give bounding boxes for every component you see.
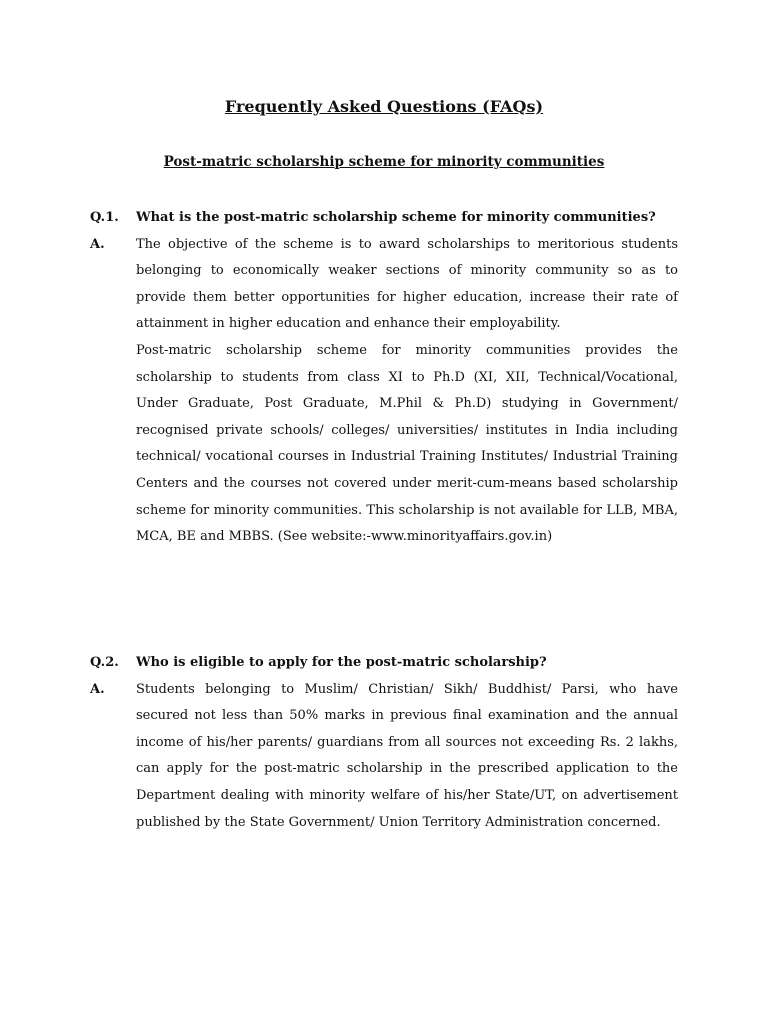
answer-paragraph: Post-matric scholarship scheme for minority communities provides the scholarship to students from class XI to Ph.D (XI, XII, Technical/Vocational, Under Graduate, Post Graduate, M.Phil & Ph.D) studying in Government/ recognised private schools/ colleges/ universities/ institutes in India including technical/ vocational courses in Industrial Training Institutes/ Industrial Training Centers and the courses not covered under merit-cum-means based scholarship scheme for minority communities. This scholarship is not available for LLB, MBA, MCA, BE and MBBS. (See website:-www.minorityaffairs.gov.in) [136, 342, 678, 545]
answer-body [136, 232, 678, 551]
answer-row [90, 677, 678, 837]
question-row [90, 205, 678, 232]
question-number: Q.2. [90, 655, 119, 670]
question-text: Who is eligible to apply for the post-matric scholarship? [136, 655, 547, 670]
answer-body [136, 677, 678, 837]
answer-paragraph: Students belonging to Muslim/ Christian/ Sikh/ Buddhist/ Parsi, who have secured not less than 50% marks in previous final examination and the annual income of his/her parents/ guardians from all sources not exceeding Rs. 2 lakhs, can apply for the post-matric scholarship in the prescribed application to the Department dealing with minority welfare of his/her State/UT, on advertisement published by the State Government/ Union Territory Administration concerned. [136, 681, 678, 830]
document-title: Frequently Asked Questions (FAQs) [224, 97, 544, 116]
faq-item-1 [90, 205, 678, 551]
question-text: What is the post-matric scholarship scheme for minority communities? [136, 210, 656, 225]
answer-marker: A. [90, 236, 105, 252]
answer-marker: A. [90, 681, 105, 697]
document-subtitle: Post-matric scholarship scheme for minority communities [163, 154, 605, 170]
faq-item-2 [90, 650, 678, 836]
answer-row [90, 232, 678, 551]
question-number: Q.1. [90, 210, 119, 225]
question-row [90, 650, 678, 677]
answer-paragraph: The objective of the scheme is to award scholarships to meritorious students belonging to economically weaker sections of minority community so as to provide them better opportunities for higher education, increase their rate of attainment in higher education and enhance their employability. [136, 236, 678, 332]
